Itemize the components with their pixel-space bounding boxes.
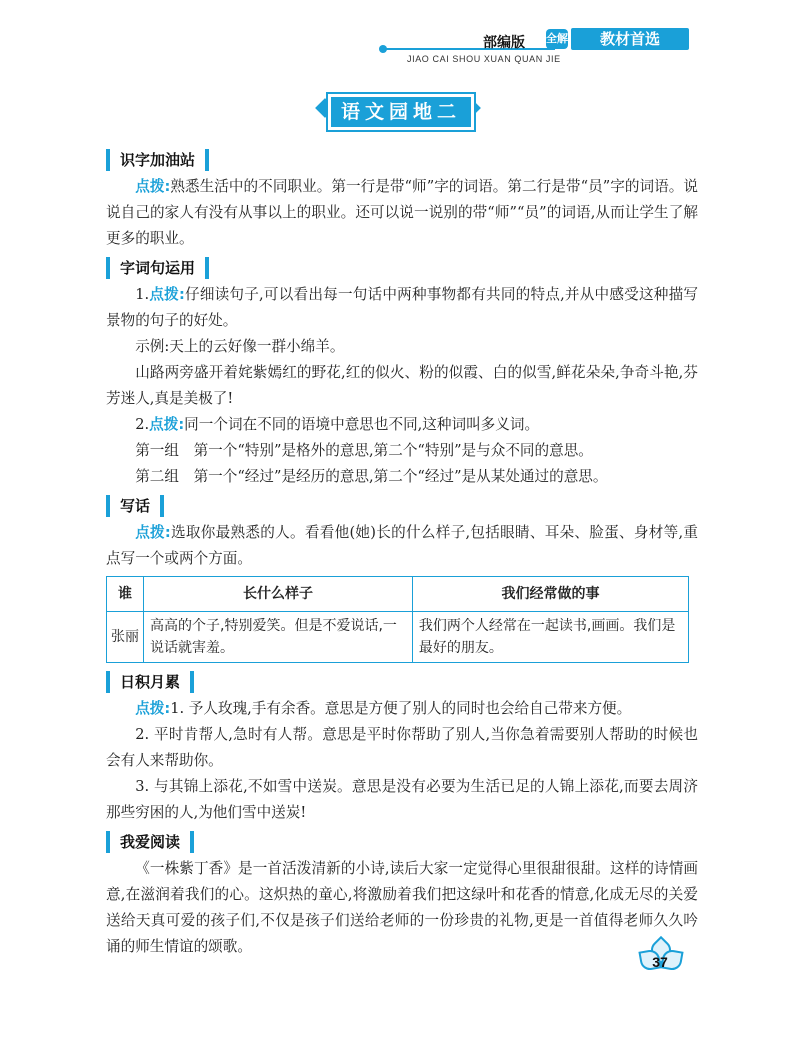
series-pinyin: JIAO CAI SHOU XUAN QUAN JIE — [407, 54, 561, 64]
section-title: 字词句运用 — [106, 257, 209, 279]
series-logo: 全解 — [546, 29, 568, 49]
paragraph-text: 1. 予人玫瑰,手有余香。意思是方便了别人的同时也会给自己带来方便。 — [170, 700, 632, 717]
paragraph: 3. 与其锦上添花,不如雪中送炭。意思是没有必要为生活已足的人锦上添花,而要去周济那些穷困的人,为他们雪中送炭! — [106, 778, 698, 821]
chapter-title: 语文园地二 — [328, 94, 474, 130]
page-number-badge — [640, 940, 680, 980]
paragraph: 山路两旁盛开着姹紫嫣红的野花,红的似火、粉的似霞、白的似雪,鲜花朵朵,争奇斗艳,芬芳迷人,真是美极了! — [106, 364, 698, 407]
hint-label: 点拨: — [135, 524, 171, 541]
paragraph: 《一株紫丁香》是一首活泼清新的小诗,读后大家一定觉得心里很甜很甜。这样的诗情画意,在滋润着我们的心。这炽热的童心,将激励着我们把这绿叶和花香的情意,化成无尽的关爱送给天真可爱的孩子们,不仅是孩子们送给老师的一份珍贵的礼物,更是一首值得老师久久吟诵的师生情谊的颂歌。 — [106, 860, 698, 955]
hint-label: 点拨: — [135, 178, 171, 195]
section-title: 写话 — [106, 495, 164, 517]
paragraph: 第一组 第一个“特别”是格外的意思,第二个“特别”是与众不同的意思。 — [135, 442, 593, 459]
page-number: 37 — [652, 954, 668, 970]
table-header: 长什么样子 — [144, 577, 413, 612]
paragraph: 2. 平时肯帮人,急时有人帮。意思是平时你帮助了别人,当你急着需要别人帮助的时候也会有人来帮助你。 — [106, 726, 698, 769]
table-header: 我们经常做的事 — [412, 577, 688, 612]
hint-label: 点拨: — [149, 286, 185, 303]
header-rule — [383, 48, 555, 50]
section-header — [106, 147, 698, 173]
table-cell: 张丽 — [107, 612, 144, 663]
table-cell: 我们两个人经常在一起读书,画画。我们是最好的朋友。 — [412, 612, 688, 663]
page-content — [106, 144, 698, 960]
edition-label: 部编版 — [483, 35, 525, 51]
hint-label: 点拨: — [135, 700, 171, 717]
paragraph — [106, 412, 698, 438]
paragraph-text: 熟悉生活中的不同职业。第一行是带“师”字的词语。第二行是带“员”字的词语。说说自己的家人有没有从事以上的职业。还可以说一说别的带“师”“员”的词语,从而让学生了解更多的职业。 — [106, 178, 698, 247]
paragraph: 示例:天上的云好像一群小绵羊。 — [135, 338, 345, 355]
chapter-banner — [318, 88, 478, 128]
item-number: 2. — [135, 416, 150, 433]
paragraph-text: 选取你最熟悉的人。看看他(她)长的什么样子,包括眼睛、耳朵、脸蛋、身材等,重点写一个或两个方面。 — [106, 524, 698, 567]
writing-table — [106, 576, 689, 663]
paragraph — [106, 174, 698, 252]
section-header — [106, 669, 698, 695]
section-header — [106, 493, 698, 519]
table-row — [107, 612, 689, 663]
table-cell: 高高的个子,特别爱笑。但是不爱说话,一说话就害羞。 — [144, 612, 413, 663]
table-header-row — [107, 577, 689, 612]
hint-label: 点拨: — [149, 416, 185, 433]
section-title: 识字加油站 — [106, 149, 209, 171]
section-header — [106, 829, 698, 855]
table-header: 谁 — [107, 577, 144, 612]
paragraph: 第二组 第一个“经过”是经历的意思,第二个“经过”是从某处通过的意思。 — [135, 468, 608, 485]
section-title: 我爱阅读 — [106, 831, 194, 853]
item-number: 1. — [135, 286, 150, 303]
paragraph — [106, 520, 698, 572]
paragraph-text: 同一个词在不同的语境中意思也不同,这种词叫多义词。 — [184, 416, 540, 433]
section-title: 日积月累 — [106, 671, 194, 693]
running-header — [383, 28, 693, 68]
paragraph — [106, 696, 698, 722]
section-header — [106, 255, 698, 281]
series-title: 教材首选 — [571, 28, 689, 50]
paragraph — [106, 282, 698, 334]
paragraph-text: 仔细读句子,可以看出每一句话中两种事物都有共同的特点,并从中感受这种描写景物的句子的好处。 — [106, 286, 698, 329]
